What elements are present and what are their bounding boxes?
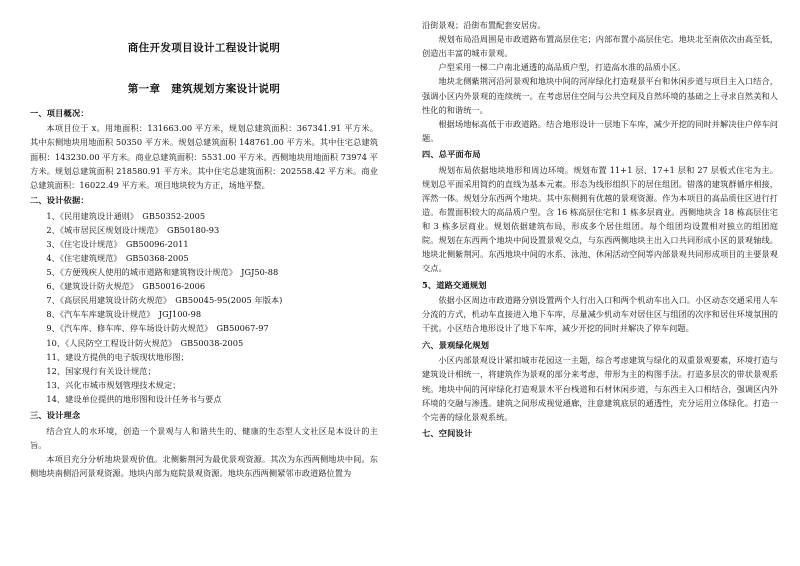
list-item: 2、《城市居民区规划设计规范》 GB50180-93 [46,224,220,235]
document-title: 商住开发项目设计工程设计说明 [127,42,281,54]
design-basis-list [30,209,378,407]
list-item: 11、建设方提供的电子版现状地形图； [46,351,189,362]
paragraph-layout-highrise: 规划布局沿周围是市政道路布置高层住宅；内部布置小高层住宅。地块北至南依次由高至低，创造出丰富的城市景观。 [422,34,778,59]
list-item: 1、《民用建筑设计通则》 GB50352-2005 [46,210,206,221]
list-item: 4、《住宅建筑规范》 GB50368-2005 [46,252,189,263]
list-item: 10、《人民防空工程设计防火规范》 GB50038-2005 [46,337,244,348]
paragraph-project-overview: 本项目位于 x。用地面积：131663.00 平方米，规划总建筑面积：367341.91 平方米。其中东侧地块用地面积 50350 平方米。规划总建筑面积 148761.00 平方米。其中住宅总建筑面积：143230.00 平方米。商业总建筑面积：5531.00 平方米。西侧地块用地面积 73974 平方米。规划总建筑面积 218580.91 平方米。其中住宅总建筑面积：202558.42 平方米。商业总建筑面积：16022.49 平方米。项目地块较为方正，场地平整。 [30,123,378,190]
section-heading-project-overview: 一、项目概况： [30,107,89,118]
section-heading-landscape-greening: 六、景观绿化规划 [422,339,490,350]
list-item: 6、《建筑设计防火规范》 GB50016-2006 [46,281,206,292]
list-item: 5、《方便残疾人使用的城市道路和建筑物设计规范》 JGJ50-88 [46,266,279,277]
chapter-title: 第一章 建筑规划方案设计说明 [127,82,281,95]
right-column [400,0,800,566]
paragraph-unit-type: 户型采用一梯二户南北通透的高品质户型，打造高水准的品质小区。 [438,62,686,73]
list-item: 13、兴化市城市规划管理技术规定； [46,379,181,390]
section-heading-spatial-design: 七、空间设计 [422,427,473,438]
section-heading-design-concept: 三、设计理念 [30,410,81,421]
paragraph-site-plan: 规划布局依据地块地形和周边环境。规划布置 11+1 层、17+1 层和 27 层板式住宅为主。规划总平面采用简约的直线为基本元素。形态为线形组织下的居住组团。错落的建筑群循序相接，浑然一体。规划分东西两个地块。其中东侧拥有优越的景观资源。作为本项目的高品质住区进行打造。布置面积较大的高品质户型。含 16 栋高层住宅和 1 栋多层商业。西侧地块含 18 栋高层住宅和 3 栋多层商业。规划依据建筑布局，形成多个居住组团。每个组团均设置相对独立的组团庭院。规划在东西两个地块中间设置景观交点，与东西两侧地块主出入口共同形成小区的景观轴线。地块北侧紫荆河。东西地块中间的水系、泳池、休闲活动空间等内部景观共同形成项目的主要景观交点。 [422,164,778,274]
paragraph-design-concept-2: 本项目充分分析地块景观价值。北侧紫荆河为最优景观资源。其次为东西两侧地块中间。东侧地块南侧沿河景观资源。地块内部为庭院景观资源。地块东西两侧紧邻市政道路位置为 [30,454,378,479]
list-item: 3、《住宅设计规范》 GB50096-2011 [46,238,189,249]
paragraph-landscape-greening: 小区内部景观设计紧扣城市花园这一主题，综合考虑建筑与绿化的双重景观要素，环境打造与建筑设计相统一，将建筑作为景观的部分来考虑，带形为主的构图手法。打造多层次的带状景观系统。地块中间的河岸绿化打造观景木平台栈道和石材休闲步道，与东西主入口相结合，强调区内外环境的交融与渗透。建筑之间形成视觉通廊，注意建筑底层的通透性，充分运用立体绿化。打造一个完善的绿化景观系统。 [422,355,778,422]
paragraph-underground-garage: 根据场地标高低于市政道路。结合地形设计一层地下车库，减少开挖的同时并解决住户停车问题。 [422,118,778,143]
section-heading-design-basis: 二、设计依据： [30,194,89,205]
list-item: 9、《汽车库、修车库、停车场设计防火规范》 GB50067-97 [46,323,269,334]
list-item: 14、建设单位提供的地形图和设计任务书与要点 [46,393,222,404]
section-heading-site-plan: 四、总平面布局 [422,148,481,159]
list-item: 7、《高层民用建筑设计防火规范》 GB50045-95(2005 年版本) [46,295,283,306]
list-item: 12、国家现行有关设计规范； [46,365,156,376]
paragraph-design-concept-1: 结合宜人的水环境，创造一个景观与人和谐共生的、健康的生态型人文社区是本设计的主旨。 [30,425,378,450]
list-item: 8、《汽车车库建筑设计规范》 JGJ100-98 [46,309,202,320]
paragraph-street-view: 沿街景观；沿街布置配套安居房。 [422,20,546,30]
section-heading-road-traffic: 5、道路交通规划 [422,279,487,290]
paragraph-road-traffic: 依据小区周边市政道路分别设置两个人行出入口和两个机动车出入口。小区动态交通采用人车分流的方式，机动车直接进入地下车库，尽量减少机动车对居住区与组团的次序和居住环境氛围的干扰。小区结合地形设计了地下车库，减少开挖的同时并解决了停车问题。 [422,295,778,334]
paragraph-riverside-landscape: 地块北侧紫荆河沿河景观和地块中间的河岸绿化打造观景平台和休闲步道与项目主入口结合，强调小区内外景观的连续统一。在考虑居住空间与公共空间及自然环境的基础之上寻求自然美和人性化的和谐统一。 [422,76,778,115]
